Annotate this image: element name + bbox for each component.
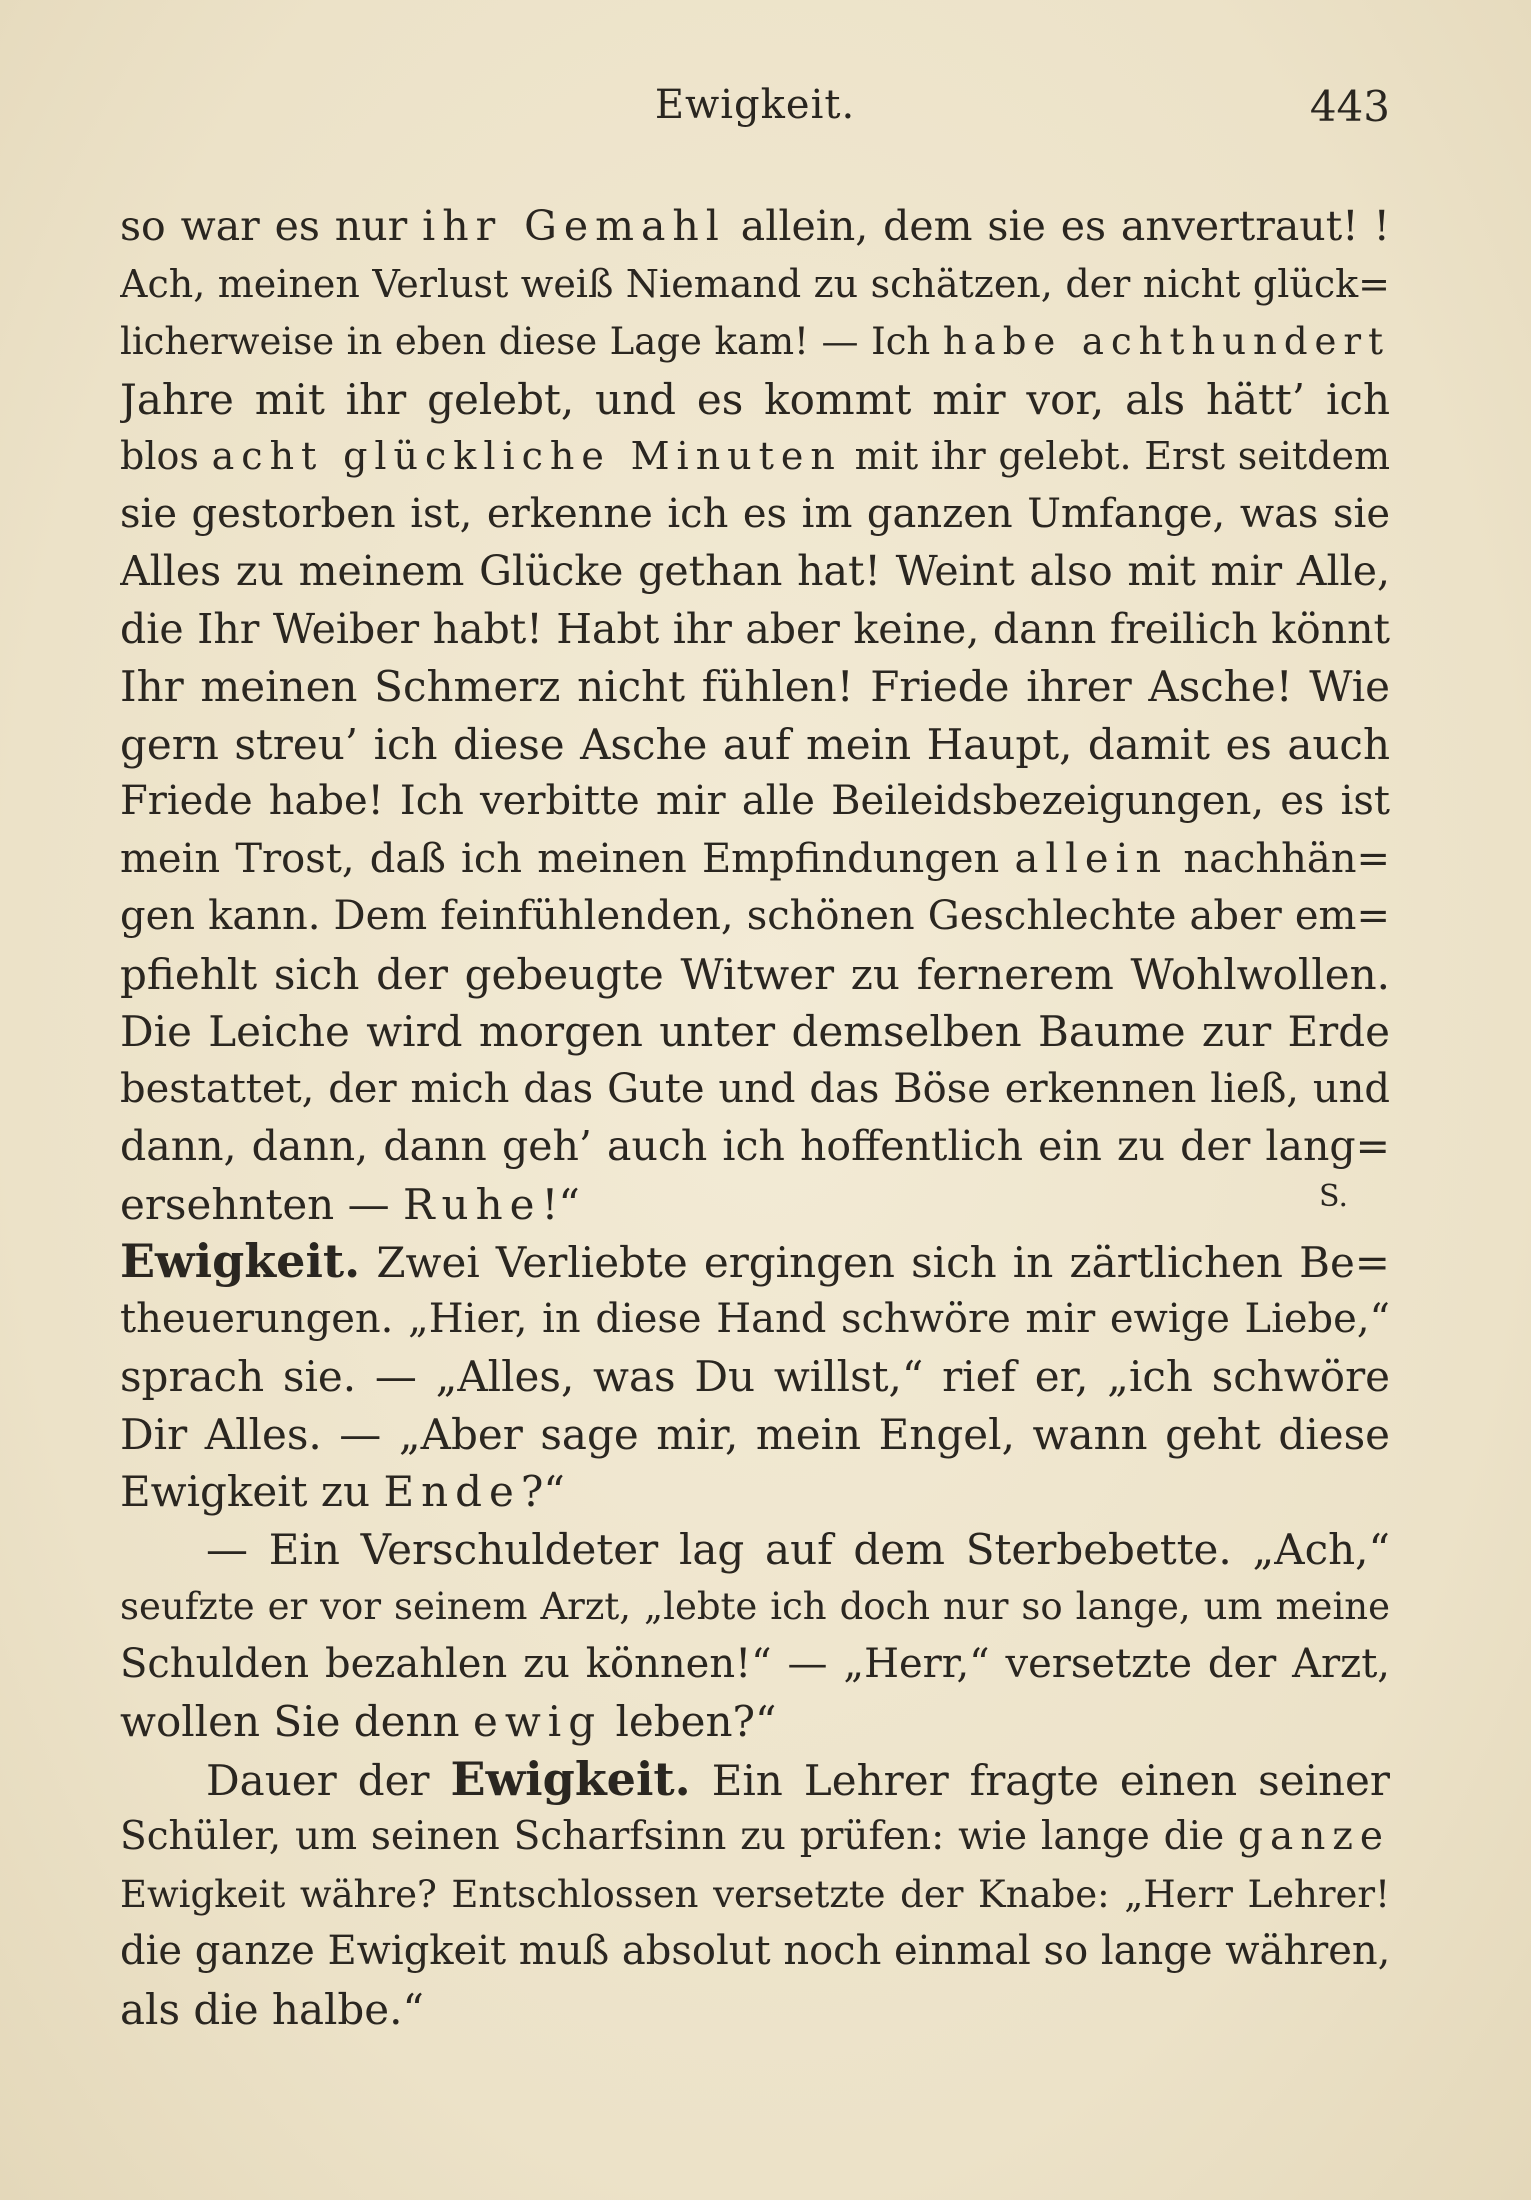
text-line: Ihr meinen Schmerz nicht fühlen! Friede ihrer Asche! Wie [120,662,1390,711]
text-line [120,428,1390,486]
text-line: Friede habe! Ich verbitte mir alle Beileidsbezeigungen, es ist [120,778,1390,824]
running-title: Ewigkeit. [654,82,856,128]
text-line: gen kann. Dem feinfühlenden, schönen Geschlechte aber em= [120,893,1390,939]
text-line [120,1176,1390,1234]
text-run: Dauer der [206,1755,451,1805]
entry-keyword: Ewigkeit. [450,1751,691,1806]
text-run: wollen Sie denn [120,1697,473,1746]
spaced-emphasis: ewig [472,1697,603,1746]
spaced-emphasis: Ende [383,1467,521,1516]
page-body [120,198,1390,2038]
text-line: Alles zu meinem Glücke gethan hat! Weint also mit mir Alle, [120,547,1390,595]
page-header [120,82,1390,142]
text-run: Zwei Verliebte ergingen sich in zärtlichen Be= [360,1238,1390,1287]
text-line: pfiehlt sich der gebeugte Witwer zu fernerem Wohlwollen. [120,949,1390,999]
text-line [120,1463,1390,1521]
text-line: theuerungen. „Hier, in diese Hand schwöre mir ewige Liebe,“ [120,1295,1390,1342]
text-line: Die Leiche wird morgen unter demselben Baume zur Erde [120,1007,1390,1056]
text-line: sprach sie. — „Alles, was Du willst,“ rief er, „ich schwöre [120,1352,1390,1401]
text-run: leben?“ [602,1697,777,1746]
text-line [120,1808,1390,1866]
author-signature: S. [1318,1178,1348,1214]
text-line: Dir Alles. — „Aber sage mir, mein Engel, wann geht diese [120,1409,1390,1459]
text-line: — Ein Verschuldeter lag auf dem Sterbebette. „Ach,“ [206,1524,1390,1574]
spaced-emphasis: ihr Gemahl [422,202,726,250]
spaced-emphasis: habe achthundert [942,320,1390,363]
text-line [120,831,1390,889]
text-line: seufzte er vor seinem Arzt, „lebte ich doch nur so lange, um meine [120,1585,1390,1628]
text-line: Schulden bezahlen zu können!“ — „Herr,“ versetzte der Arzt, [120,1640,1390,1687]
text-run: !“ [541,1179,580,1229]
text-line [120,1233,1390,1291]
text-run: mit ihr gelebt. Erst seitdem [841,434,1390,478]
spaced-emphasis: allein [1014,835,1169,882]
spaced-emphasis: ganze [1238,1814,1390,1859]
text-line [120,1693,1390,1751]
text-line: bestattet, der mich das Gute und das Böse erkennen ließ, und [120,1065,1390,1112]
spaced-emphasis: Ruhe [402,1179,542,1229]
text-line: gern streu’ ich diese Asche auf mein Haupt, damit es auch [120,719,1390,769]
text-line: als die halbe.“ [120,1984,424,2034]
text-line: dann, dann, dann geh’ auch ich hoffentlich ein zu der lang= [120,1122,1390,1170]
text-run: ?“ [520,1467,565,1516]
page-number: 443 [1309,82,1390,131]
text-run: ersehnten — [120,1179,403,1229]
text-run: nachhän= [1168,835,1390,882]
entry-keyword: Ewigkeit. [120,1234,361,1288]
text-line: sie gestorben ist, erkenne ich es im ganzen Umfange, was sie [120,490,1390,537]
text-line: Jahre mit ihr gelebt, und es kommt mir vor, als hätt’ ich [120,374,1390,424]
text-run: Ein Lehrer fragte einen seiner [690,1755,1390,1805]
text-line: die ganze Ewigkeit muß absolut noch einmal so lange währen, [120,1928,1390,1974]
text-run: blos [120,434,212,478]
text-run: licherweise in eben diese Lage kam! — Ich [120,320,943,363]
text-run: Schüler, um seinen Scharfsinn zu prüfen: wie lange die [120,1814,1239,1859]
text-line: die Ihr Weiber habt! Habt ihr aber keine, dann freilich könnt [120,604,1390,653]
text-run: so war es nur [120,202,423,250]
spaced-emphasis: acht glückliche Minuten [211,434,842,478]
text-line: Ach, meinen Verlust weiß Niemand zu schätzen, der nicht glück= [120,261,1390,306]
text-run: mein Trost, daß ich meinen Empfindungen [120,835,1015,882]
text-line [120,198,1390,256]
text-line: Ewigkeit währe? Entschlossen versetzte der Knabe: „Herr Lehrer! [120,1872,1390,1916]
text-line [120,1751,1390,1809]
text-run: allein, dem sie es anvertraut! ! [725,202,1390,250]
text-run: Ewigkeit zu [120,1467,384,1516]
text-line [120,313,1390,371]
